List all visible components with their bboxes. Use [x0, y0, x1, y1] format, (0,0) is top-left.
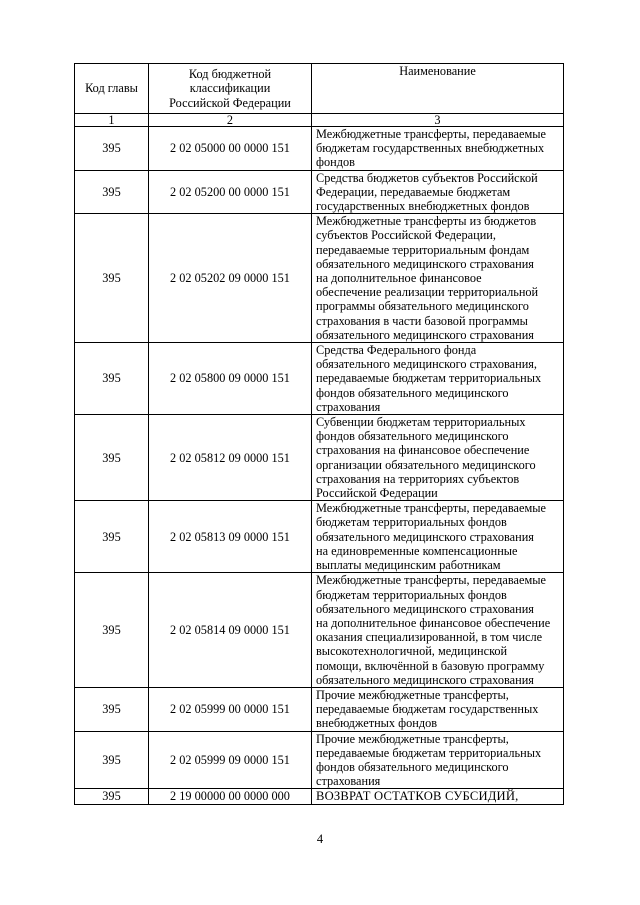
column-number-2: 2	[149, 114, 312, 127]
budget-code-cell: 2 02 05813 09 0000 151	[149, 501, 312, 573]
name-line: Межбюджетные трансферты из бюджетов	[316, 214, 537, 229]
header-budget-code-line-2: классификации	[189, 81, 271, 96]
name-line: Федерации, передаваемые бюджетам	[316, 184, 511, 199]
chapter-code-cell: 395	[75, 573, 149, 688]
name-line: страхования	[316, 774, 381, 789]
chapter-code-cell: 395	[75, 214, 149, 343]
name-line: программы обязательного медицинского	[316, 299, 529, 314]
budget-code-cell: 2 02 05999 00 0000 151	[149, 687, 312, 731]
name-line: на единовременные компенсационные	[316, 543, 518, 558]
name-line: Средства Федерального фонда	[316, 343, 477, 358]
chapter-code-cell: 395	[75, 731, 149, 789]
name-line: фондов	[316, 155, 355, 170]
name-line: выплаты медицинским работникам	[316, 558, 501, 573]
name-line: бюджетам территориальных фондов	[316, 587, 507, 602]
header-chapter-code	[75, 64, 149, 114]
chapter-code-cell: 395	[75, 687, 149, 731]
budget-code-cell: 2 19 00000 00 0000 000	[149, 789, 312, 804]
table-row	[75, 343, 564, 415]
table-body	[75, 114, 564, 805]
name-line: Межбюджетные трансферты, передаваемые	[316, 573, 546, 588]
name-line: обязательного медицинского страхования	[316, 601, 534, 616]
column-number-3: 3	[312, 114, 564, 127]
budget-classification-table	[74, 63, 564, 805]
name-line: ВОЗВРАТ ОСТАТКОВ СУБСИДИЙ,	[316, 789, 519, 804]
name-line: страхования	[316, 399, 381, 414]
table-row	[75, 573, 564, 688]
name-line: оказания специализированной, в том числе	[316, 630, 543, 645]
header-budget-code-line-1: Код бюджетной	[188, 67, 272, 82]
budget-code-cell: 2 02 05812 09 0000 151	[149, 415, 312, 501]
budget-code-cell: 2 02 05800 09 0000 151	[149, 343, 312, 415]
name-line: обязательного медицинского страхования	[316, 256, 534, 271]
column-number-row	[75, 114, 564, 127]
name-line: Российской Федерации	[316, 486, 438, 501]
budget-code-cell: 2 02 05999 09 0000 151	[149, 731, 312, 789]
name-cell	[312, 789, 564, 804]
chapter-code-cell: 395	[75, 170, 149, 214]
chapter-code-cell: 395	[75, 501, 149, 573]
name-line: на дополнительное финансовое обеспечение	[316, 615, 551, 630]
name-line: Прочие межбюджетные трансферты,	[316, 687, 509, 702]
name-line: фондов обязательного медицинского	[316, 759, 509, 774]
name-cell	[312, 127, 564, 171]
budget-code-cell: 2 02 05000 00 0000 151	[149, 127, 312, 171]
budget-code-cell: 2 02 05814 09 0000 151	[149, 573, 312, 688]
header-name-line: Наименование	[399, 64, 476, 78]
name-line: на дополнительное финансовое	[316, 271, 482, 286]
table-row	[75, 687, 564, 731]
budget-code-cell: 2 02 05200 00 0000 151	[149, 170, 312, 214]
name-line: Прочие межбюджетные трансферты,	[316, 731, 509, 746]
budget-code-cell: 2 02 05202 09 0000 151	[149, 214, 312, 343]
name-line: внебюджетных фондов	[316, 716, 438, 731]
name-line: фондов обязательного медицинского	[316, 385, 509, 400]
name-line: Средства бюджетов субъектов Российской	[316, 170, 538, 185]
name-cell	[312, 573, 564, 688]
column-number-1: 1	[75, 114, 149, 127]
table-row	[75, 170, 564, 214]
header-name	[312, 64, 564, 114]
name-line: обязательного медицинского страхования	[316, 672, 534, 687]
chapter-code-cell: 395	[75, 127, 149, 171]
name-line: бюджетам государственных внебюджетных	[316, 141, 545, 156]
name-cell	[312, 687, 564, 731]
name-line: обязательного медицинского страхования	[316, 529, 534, 544]
table-row	[75, 415, 564, 501]
name-cell	[312, 170, 564, 214]
table-row	[75, 214, 564, 343]
header-chapter-code-line: Код главы	[85, 81, 138, 96]
table-row	[75, 501, 564, 573]
name-cell	[312, 343, 564, 415]
name-line: передаваемые территориальным фондам	[316, 242, 530, 257]
name-cell	[312, 731, 564, 789]
name-line: помощи, включённой в базовую программу	[316, 658, 545, 673]
name-cell	[312, 214, 564, 343]
name-line: бюджетам территориальных фондов	[316, 515, 507, 530]
name-line: обязательного медицинского страхования,	[316, 357, 538, 372]
page-number: 4	[316, 832, 324, 846]
chapter-code-cell: 395	[75, 415, 149, 501]
name-line: обеспечение реализации территориальной	[316, 285, 539, 300]
header-row	[75, 64, 564, 114]
name-line: обязательного медицинского страхования	[316, 327, 534, 342]
table-row	[75, 127, 564, 171]
name-line: фондов обязательного медицинского	[316, 429, 509, 444]
name-line: страхования в части базовой программы	[316, 313, 528, 328]
name-line: передаваемые бюджетам государственных	[316, 702, 539, 717]
chapter-code-cell: 395	[75, 789, 149, 804]
name-line: передаваемые бюджетам территориальных	[316, 745, 542, 760]
header-budget-code-line-3: Российской Федерации	[169, 95, 291, 110]
chapter-code-cell: 395	[75, 343, 149, 415]
name-cell	[312, 415, 564, 501]
name-line: Субвенции бюджетам территориальных	[316, 415, 526, 430]
name-line: страхования на финансовое обеспечение	[316, 443, 530, 458]
name-line: высокотехнологичной, медицинской	[316, 644, 508, 659]
name-line: передаваемые бюджетам территориальных	[316, 371, 542, 386]
table-row	[75, 789, 564, 804]
table-row	[75, 731, 564, 789]
header-budget-classification-code	[149, 64, 312, 114]
name-line: Межбюджетные трансферты, передаваемые	[316, 127, 546, 141]
name-line: субъектов Российской Федерации,	[316, 228, 496, 243]
name-line: организации обязательного медицинского	[316, 457, 536, 472]
name-line: государственных внебюджетных фондов	[316, 199, 530, 214]
name-cell	[312, 501, 564, 573]
name-line: страхования на территориях субъектов	[316, 471, 520, 486]
name-line: Межбюджетные трансферты, передаваемые	[316, 501, 546, 516]
